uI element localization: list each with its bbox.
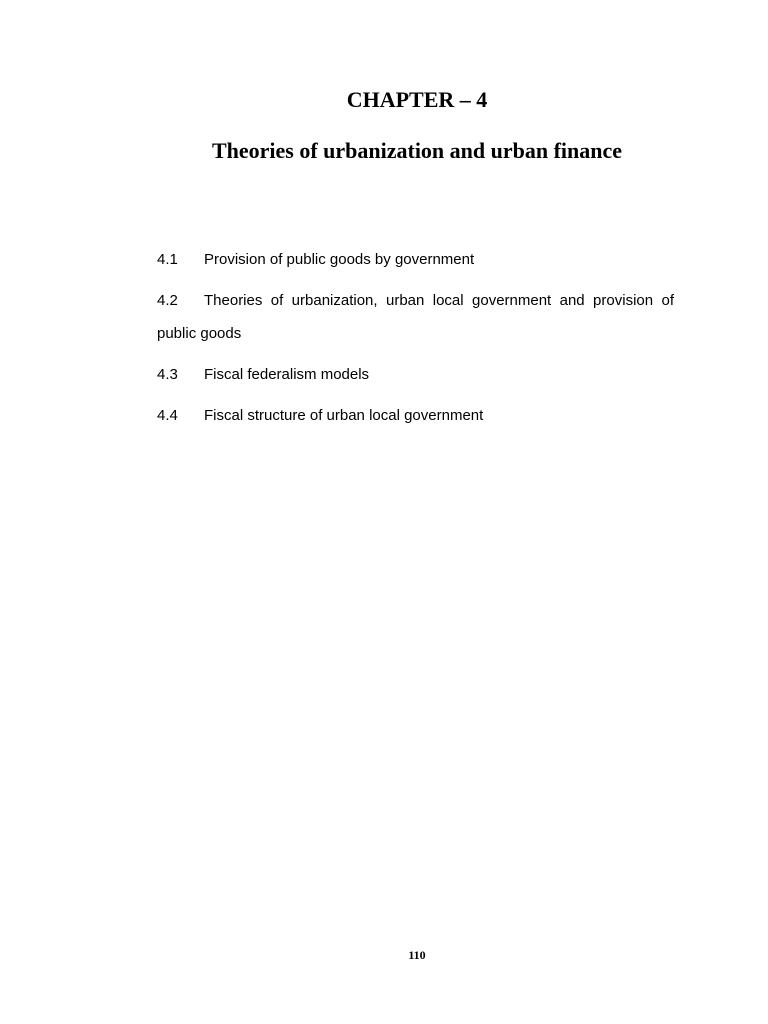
section-text: Provision of public goods by government — [204, 251, 475, 268]
section-number: 4.2 — [157, 292, 178, 309]
section-number: 4.4 — [157, 407, 178, 424]
section-text: Fiscal structure of urban local government — [204, 407, 484, 424]
section-number: 4.1 — [157, 251, 178, 268]
chapter-subtitle: Theories of urbanization and urban finance — [211, 138, 623, 163]
section-text: Fiscal federalism models — [204, 366, 370, 383]
section-item — [157, 284, 674, 350]
section-number: 4.3 — [157, 366, 178, 383]
section-text: Theories of urbanization, urban local government and provision of public goods — [157, 292, 674, 342]
section-item — [157, 243, 674, 276]
section-item — [157, 358, 674, 391]
section-item — [157, 399, 674, 432]
chapter-title: CHAPTER – 4 — [346, 87, 488, 112]
page-number: 110 — [408, 948, 426, 962]
